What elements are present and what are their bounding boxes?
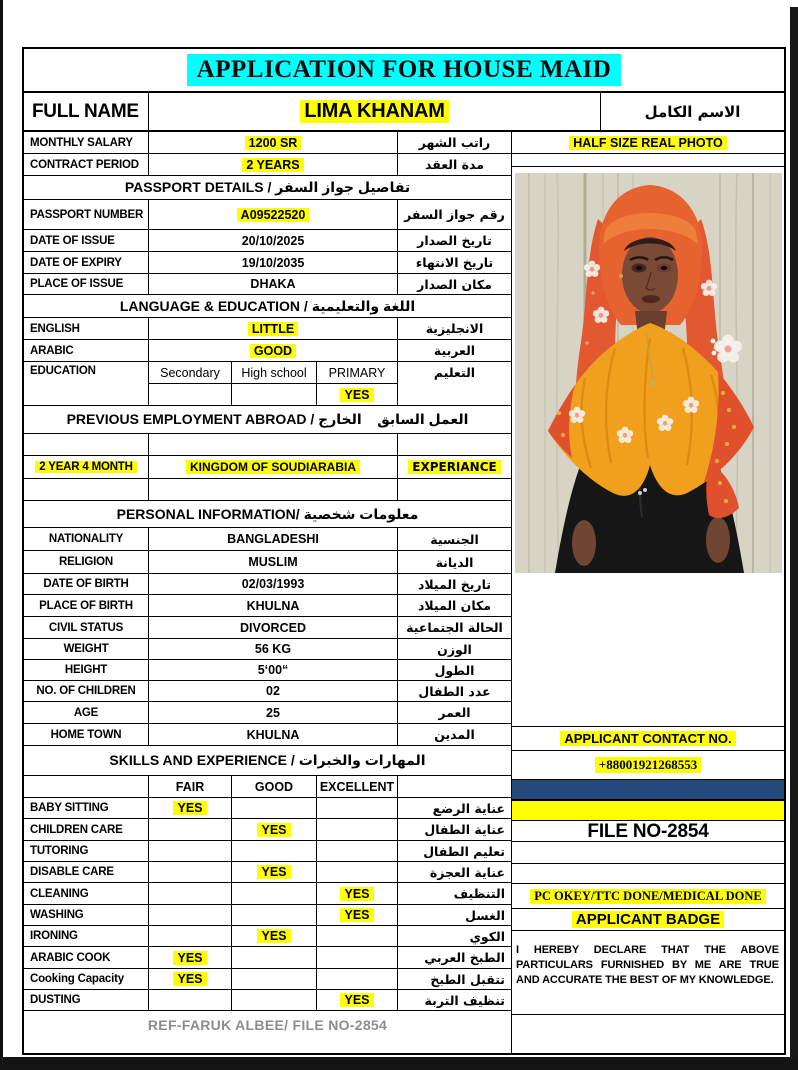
- home-town-arabic: المدين: [434, 727, 475, 742]
- english-cell: [149, 318, 398, 339]
- contract-period-value: 2 YEARS: [242, 158, 303, 172]
- place-of-birth-label: PLACE OF BIRTH: [24, 595, 149, 616]
- row-arabic-language: [24, 340, 511, 362]
- full-name-label-arabic: الاسم الكامل: [644, 102, 741, 121]
- no-of-children-value: 02: [149, 681, 398, 701]
- empty-cell: [512, 1015, 784, 1053]
- badge-header: APPLICANT BADGE: [572, 911, 724, 928]
- footer-ref-line: REF-FARUK ALBEE/ FILE NO-2854: [147, 1017, 388, 1033]
- row-date-of-issue: [24, 230, 511, 252]
- skill-row-washing: WASHING YES الغسل: [24, 905, 511, 926]
- education-option-highschool: High school: [232, 362, 317, 383]
- height-label: HEIGHT: [24, 660, 149, 680]
- photo-header: HALF SIZE REAL PHOTO: [569, 136, 727, 150]
- education-label: EDUCATION: [24, 362, 149, 405]
- age-arabic: العمر: [438, 705, 471, 720]
- declaration-cell: [512, 931, 784, 1015]
- row-monthly-salary: [24, 132, 511, 154]
- row-prev-employment-blank-top: [24, 434, 511, 456]
- title-row: [24, 49, 784, 93]
- navy-divider-bar: [512, 780, 784, 801]
- row-english: [24, 318, 511, 340]
- age-value: 25: [149, 702, 398, 723]
- contract-period-arabic: مدة العقد: [425, 157, 484, 172]
- section-passport-details: PASSPORT DETAILS / تفاصيل جواز السفر: [24, 176, 511, 200]
- empty-cell: [149, 434, 398, 455]
- civil-status-value: DIVORCED: [149, 617, 398, 638]
- row-date-of-expiry: [24, 252, 511, 274]
- scan-edge-bottom: [0, 1057, 798, 1070]
- row-place-of-birth: [24, 595, 511, 617]
- age-label: AGE: [24, 702, 149, 723]
- empty-cell: [24, 479, 149, 500]
- no-of-children-arabic: عدد الطفال: [418, 683, 491, 699]
- empty-cell: [398, 479, 511, 500]
- arabic-language-cell: [149, 340, 398, 361]
- religion-value: MUSLIM: [149, 551, 398, 573]
- civil-status-arabic: الحالة الجتماعية: [406, 620, 503, 635]
- contract-period-label: CONTRACT PERIOD: [24, 154, 149, 175]
- applicant-photo: [515, 173, 782, 573]
- arabic-language-arabic: العربية: [433, 343, 476, 358]
- row-education: [24, 362, 511, 406]
- english-value: LITTLE: [248, 322, 298, 336]
- place-of-issue-value: DHAKA: [149, 274, 398, 294]
- row-nationality: [24, 528, 511, 551]
- row-passport-number: [24, 200, 511, 230]
- row-height: [24, 660, 511, 681]
- monthly-salary-arabic: راتب الشهر: [418, 135, 491, 150]
- religion-arabic: الديانة: [435, 554, 474, 570]
- weight-value: 56 KG: [149, 639, 398, 659]
- skills-header-row: [24, 776, 511, 798]
- skill-row-ironing: IRONING YES الكوي: [24, 926, 511, 947]
- passport-number-arabic: رقم جواز السفر: [404, 207, 505, 222]
- monthly-salary-value: 1200 SR: [245, 136, 302, 150]
- date-of-birth-label: DATE OF BIRTH: [24, 574, 149, 594]
- empty-cell: [149, 479, 398, 500]
- date-of-issue-arabic: تاريخ الصدار: [417, 233, 492, 248]
- date-of-birth-arabic: تاريخ الميلاد: [417, 576, 491, 592]
- education-primary-answer: YES: [317, 384, 398, 405]
- monthly-salary-cell: [149, 132, 398, 153]
- skills-col-excellent: EXCELLENT: [317, 776, 398, 797]
- contract-period-cell: [149, 154, 398, 175]
- prev-employment-duration-cell: [24, 456, 149, 478]
- prev-employment-note: EXPERIANCE: [408, 460, 500, 474]
- education-secondary-answer: [149, 384, 232, 405]
- contact-header-cell: [512, 727, 784, 751]
- education-option-primary: PRIMARY: [317, 362, 398, 383]
- place-of-issue-arabic: مكان الصدار: [417, 276, 492, 292]
- skills-col-good: GOOD: [232, 776, 317, 797]
- place-of-birth-value: KHULNA: [149, 595, 398, 616]
- row-prev-employment-blank-bottom: [24, 479, 511, 501]
- prev-employment-duration: 2 YEAR 4 MONTH: [35, 461, 136, 473]
- height-arabic: الطول: [434, 662, 475, 678]
- english-arabic: الانجليزية: [425, 321, 484, 336]
- section-skills-experience: SKILLS AND EXPERIENCE / المهارات والخبرات: [24, 746, 511, 776]
- prev-employment-country-cell: [149, 456, 398, 478]
- file-no-cell: [512, 821, 784, 842]
- weight-label: WEIGHT: [24, 639, 149, 659]
- skill-row-disable-care: DISABLE CARE YES عناية العجزة: [24, 862, 511, 883]
- row-religion: [24, 551, 511, 574]
- empty-cell: [512, 864, 784, 884]
- row-contract-period: [24, 154, 511, 176]
- date-of-expiry-value: 19/10/2035: [149, 252, 398, 273]
- photo-header-cell: [512, 132, 784, 154]
- education-arabic: التعليم: [433, 365, 476, 380]
- contact-number: +88001921268553: [595, 757, 701, 773]
- home-town-label: HOME TOWN: [24, 724, 149, 745]
- monthly-salary-label: MONTHLY SALARY: [24, 132, 149, 153]
- date-of-expiry-arabic: تاريخ الانتهاء: [415, 255, 494, 270]
- right-column: [511, 132, 784, 1053]
- empty-cell: [512, 154, 784, 167]
- education-highschool-answer: [232, 384, 317, 405]
- nationality-arabic: الجنسية: [430, 531, 479, 547]
- row-prev-employment-data: [24, 456, 511, 479]
- section-personal-information: PERSONAL INFORMATION/ معلومات شخصية: [24, 501, 511, 528]
- row-age: [24, 702, 511, 724]
- empty-cell: [24, 434, 149, 455]
- skill-row-cleaning: CLEANING YES التنظيف: [24, 883, 511, 905]
- skill-row-children-care: CHILDREN CARE YES عناية الطفال: [24, 819, 511, 841]
- row-full-name: [24, 93, 784, 132]
- nationality-label: NATIONALITY: [24, 528, 149, 550]
- place-of-issue-label: PLACE OF ISSUE: [24, 274, 149, 294]
- empty-cell: [398, 434, 511, 455]
- home-town-value: KHULNA: [149, 724, 398, 745]
- scan-edge-right: [790, 7, 798, 1070]
- no-of-children-label: NO. OF CHILDREN: [24, 681, 149, 701]
- arabic-language-label: ARABIC: [24, 340, 149, 361]
- empty-cell: [24, 776, 149, 797]
- row-home-town: [24, 724, 511, 746]
- skill-row-tutoring: TUTORING تعليم الطفال: [24, 841, 511, 862]
- section-language-education: LANGUAGE & EDUCATION / اللغة والتعليمية: [24, 295, 511, 318]
- row-weight: [24, 639, 511, 660]
- declaration-text: I HEREBY DECLARE THAT THE ABOVE PARTICULARS FURNISHED BY ME ARE TRUE AND ACCURATE THE BEST OF MY KNOWLEDGE.: [516, 944, 779, 986]
- empty-cell: [512, 842, 784, 864]
- row-date-of-birth: [24, 574, 511, 595]
- passport-number-label: PASSPORT NUMBER: [24, 200, 149, 229]
- photo-cell: [512, 167, 784, 727]
- contact-header: APPLICANT CONTACT NO.: [560, 731, 735, 746]
- badge-header-cell: [512, 909, 784, 931]
- row-civil-status: [24, 617, 511, 639]
- arabic-language-value: GOOD: [250, 344, 296, 358]
- yellow-divider-bar: [512, 801, 784, 821]
- full-name-value-cell: [149, 93, 601, 130]
- scan-edge-left: [0, 0, 3, 1070]
- skills-col-fair: FAIR: [149, 776, 232, 797]
- empty-cell: [398, 776, 511, 797]
- section-previous-employment: PREVIOUS EMPLOYMENT ABROAD / العمل السابق الخارج: [24, 406, 511, 434]
- height-value: 5‘00“: [149, 660, 398, 680]
- row-place-of-issue: [24, 274, 511, 295]
- religion-label: RELIGION: [24, 551, 149, 573]
- application-form-table: [22, 47, 786, 1055]
- nationality-value: BANGLADESHI: [149, 528, 398, 550]
- skill-row-cooking-capacity: Cooking Capacity YES تتقبل الطبخ: [24, 969, 511, 990]
- prev-employment-note-cell: [398, 456, 511, 478]
- file-no: FILE NO-2854: [587, 820, 709, 842]
- status-line-cell: [512, 884, 784, 909]
- education-option-secondary: Secondary: [149, 362, 232, 383]
- date-of-birth-value: 02/03/1993: [149, 574, 398, 594]
- prev-employment-country: KINGDOM OF SOUDIARABIA: [186, 460, 360, 474]
- passport-number-cell: [149, 200, 398, 229]
- full-name-value: LIMA KHANAM: [300, 100, 448, 123]
- contact-number-cell: [512, 751, 784, 780]
- full-name-label: FULL NAME: [24, 93, 149, 130]
- passport-number-value: A09522520: [237, 208, 310, 222]
- skill-row-arabic-cook: ARABIC COOK YES الطبخ العربي: [24, 947, 511, 969]
- left-column: [24, 132, 511, 1053]
- page-title: APPLICATION FOR HOUSE MAID: [187, 54, 622, 86]
- english-label: ENGLISH: [24, 318, 149, 339]
- date-of-expiry-label: DATE OF EXPIRY: [24, 252, 149, 273]
- row-no-of-children: [24, 681, 511, 702]
- date-of-issue-label: DATE OF ISSUE: [24, 230, 149, 251]
- status-line: PC OKEY/TTC DONE/MEDICAL DONE: [530, 889, 765, 904]
- place-of-birth-arabic: مكان الميلاد: [417, 598, 492, 613]
- skill-row-dusting: DUSTING YES تنظيف التربة: [24, 990, 511, 1011]
- date-of-issue-value: 20/10/2025: [149, 230, 398, 251]
- skill-row-baby-sitting: BABY SITTING YES عناية الرضع: [24, 798, 511, 819]
- weight-arabic: الوزن: [437, 641, 472, 657]
- civil-status-label: CIVIL STATUS: [24, 617, 149, 638]
